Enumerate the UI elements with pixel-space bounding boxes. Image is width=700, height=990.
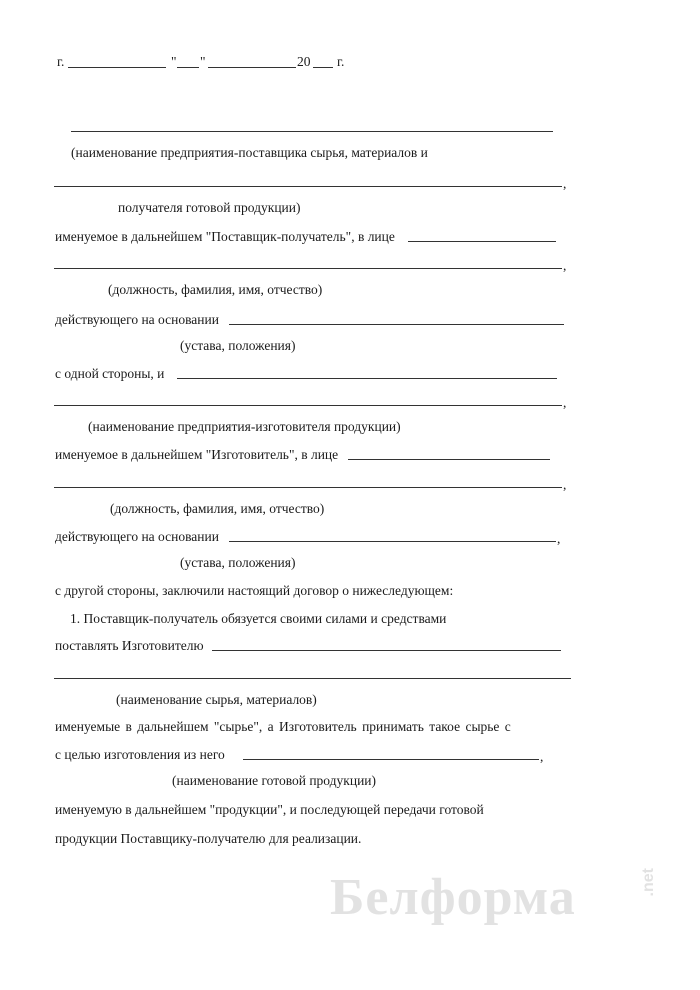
city-blank[interactable]	[68, 67, 166, 68]
year-prefix: 20	[297, 54, 311, 69]
supplier-rep-blank-2[interactable]	[54, 268, 562, 269]
quote-close: "	[200, 54, 206, 69]
comma-5: ,	[557, 531, 561, 546]
month-blank[interactable]	[208, 67, 296, 68]
maker-name-blank-2[interactable]	[54, 405, 562, 406]
comma-6: ,	[540, 749, 544, 764]
raw-named-text: именуемые в дальнейшем "сырье", а Изготовитель принимать такое сырье с	[55, 719, 511, 734]
watermark-suffix: .net	[640, 868, 657, 897]
supplier-name-blank-2[interactable]	[54, 186, 562, 187]
position-hint-2: (должность, фамилия, имя, отчество)	[110, 501, 325, 516]
watermark-logo: Белформа	[330, 869, 576, 926]
acting-basis-2: действующего на основании	[55, 529, 219, 544]
maker-rep-blank[interactable]	[348, 459, 550, 460]
basis-blank-2[interactable]	[229, 541, 556, 542]
year-blank[interactable]	[313, 67, 333, 68]
one-side-text: с одной стороны, и	[55, 366, 165, 381]
comma-2: ,	[563, 258, 567, 273]
deliver-to-text: поставлять Изготовителю	[55, 638, 204, 653]
charter-hint-1: (устава, положения)	[180, 338, 296, 353]
materials-blank-1[interactable]	[212, 650, 561, 651]
supplier-name-blank-1[interactable]	[71, 131, 553, 132]
maker-hint: (наименование предприятия-изготовителя продукции)	[88, 419, 401, 434]
supplier-rep-blank[interactable]	[408, 241, 556, 242]
supplier-hint-2: получателя готовой продукции)	[118, 200, 301, 215]
acting-basis-1: действующего на основании	[55, 312, 219, 327]
year-suffix: г.	[337, 54, 345, 69]
position-hint-1: (должность, фамилия, имя, отчество)	[108, 282, 323, 297]
comma-3: ,	[563, 395, 567, 410]
supplier-hint-1: (наименование предприятия-поставщика сырья, материалов и	[71, 145, 428, 160]
product-hint: (наименование готовой продукции)	[172, 773, 377, 788]
comma-1: ,	[563, 176, 567, 191]
day-blank[interactable]	[177, 67, 199, 68]
comma-4: ,	[563, 477, 567, 492]
purpose-text: с целью изготовления из него	[55, 747, 225, 762]
maker-named-text: именуемое в дальнейшем "Изготовитель", в лице	[55, 447, 339, 462]
product-blank[interactable]	[243, 759, 539, 760]
clause-1-text: 1. Поставщик-получатель обязуется своими силами и средствами	[70, 611, 447, 626]
city-label: г.	[57, 54, 65, 69]
other-side-text: с другой стороны, заключили настоящий договор о нижеследующем:	[55, 583, 454, 598]
maker-rep-blank-2[interactable]	[54, 487, 562, 488]
maker-name-blank-1[interactable]	[177, 378, 557, 379]
materials-hint: (наименование сырья, материалов)	[116, 692, 317, 707]
basis-blank-1[interactable]	[229, 324, 564, 325]
product-named-text: именуемую в дальнейшем "продукции", и последующей передачи готовой	[55, 802, 484, 817]
supplier-named-text: именуемое в дальнейшем "Поставщик-получатель", в лице	[55, 229, 395, 244]
quote-open: "	[171, 54, 177, 69]
for-sale-text: продукции Поставщику-получателю для реализации.	[55, 831, 362, 846]
materials-blank-2[interactable]	[54, 678, 571, 679]
charter-hint-2: (устава, положения)	[180, 555, 296, 570]
